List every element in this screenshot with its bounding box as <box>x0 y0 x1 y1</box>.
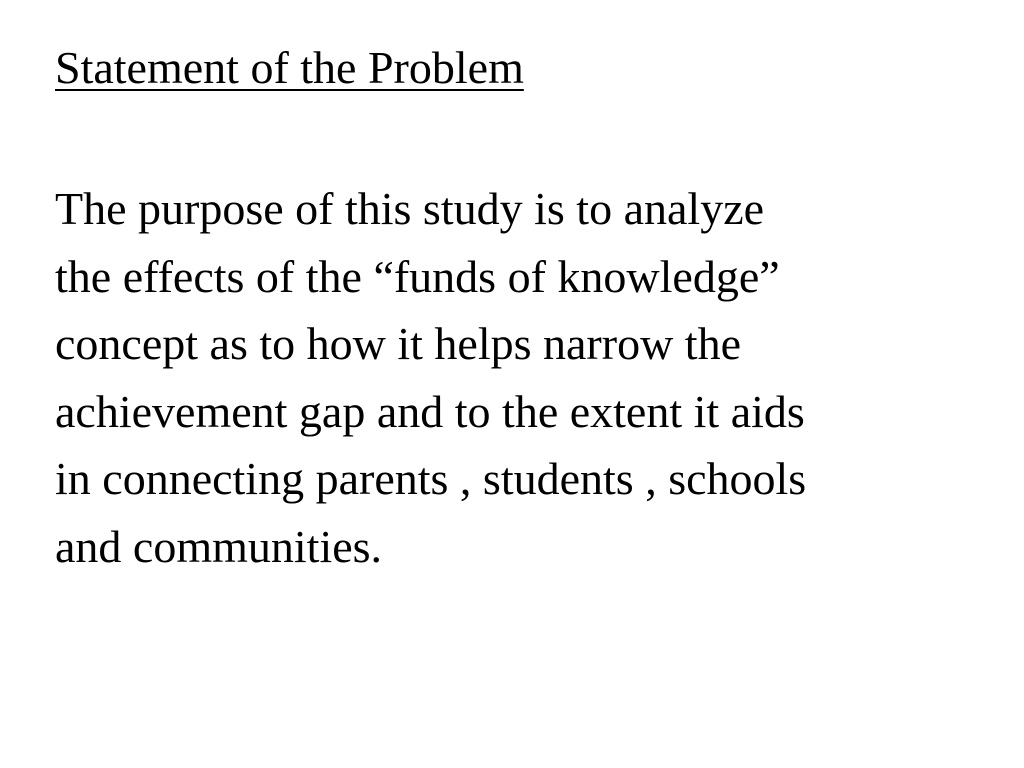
slide-title: Statement of the Problem <box>55 42 524 93</box>
body-line-3: concept as to how it helps narrow the <box>55 318 741 369</box>
body-line-6: and communities. <box>55 520 383 572</box>
body-line-1: The purpose of this study is to analyze <box>55 183 765 234</box>
body-line-4: achievement gap and to the extent it aids <box>55 385 805 437</box>
slide-body <box>55 175 1015 580</box>
body-line-2: the effects of the “funds of knowledge” <box>55 250 780 302</box>
body-line-5: in connecting parents , students , schools <box>55 453 807 504</box>
